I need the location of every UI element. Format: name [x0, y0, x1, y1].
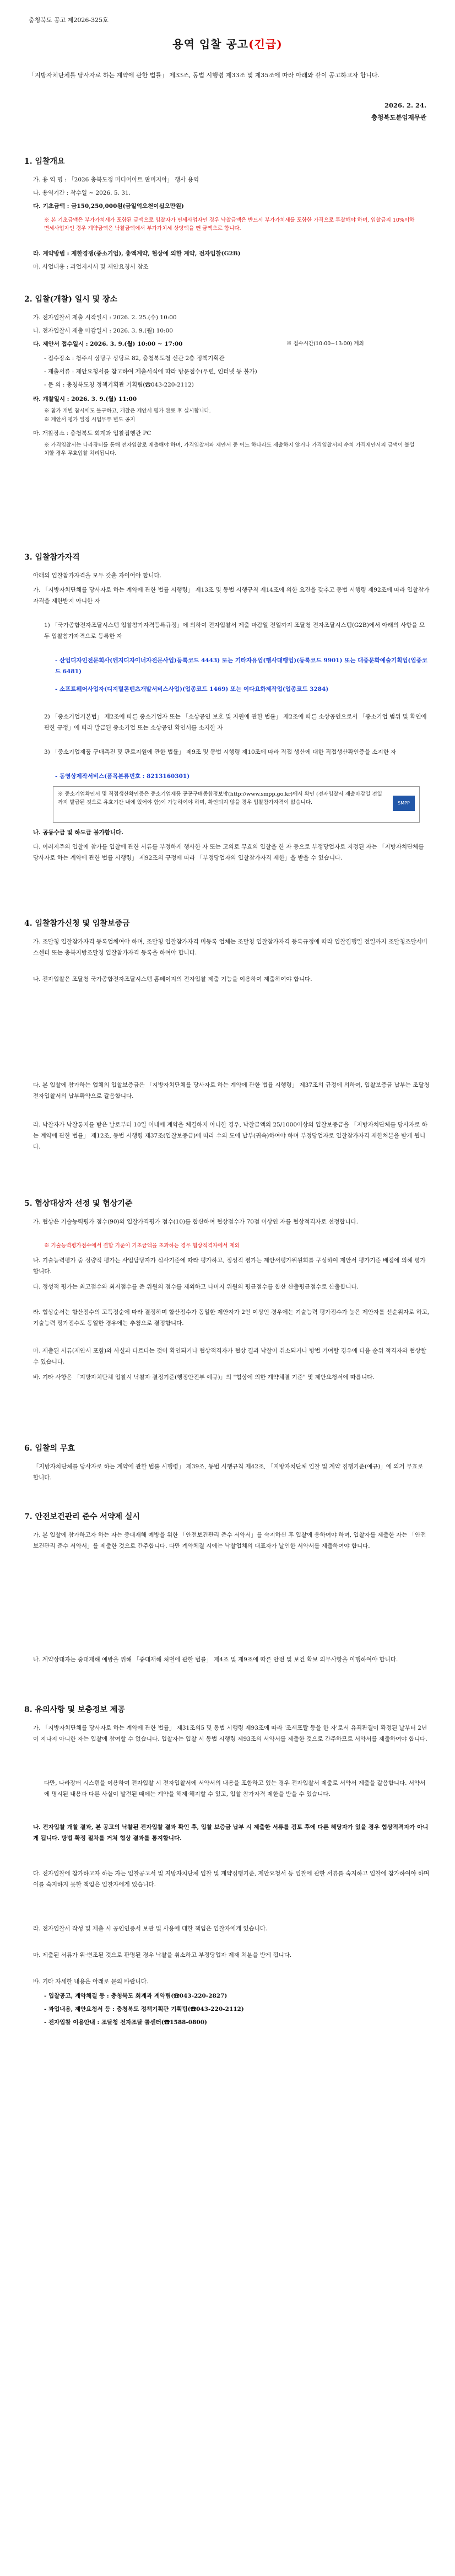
section-heading-negotiation: 5. 협상대상자 선정 및 협상기준: [24, 1199, 133, 1208]
s2-note: ※ 참가 개별 참시에도 불구하고, 개찰은 제안서 평가 완료 후 실시합니다.: [44, 408, 211, 414]
page-title: [0, 35, 455, 51]
s5-line: 마. 제출된 서류(제안서 포함)와 사실과 다르다는 것이 확인되거나 협상적격자가 협상 결과 낙찰이 취소되거나 방법 기여할 경우에 다음 순위 적격자와 협상할 수 있습니다.: [33, 1348, 426, 1365]
s4-line: 다. 본 입찰에 참가하는 업체의 입찰보증금은 「지방자치단체를 당사자로 하는 계약에 관한 법률 시행령」 제37조의 규정에 의하여, 입찰보증금 납부는 조달청 전자입찰서의 납부확약으로 갈음합니다.: [33, 1082, 430, 1099]
s7-line: 가. 본 입찰에 참가하고자 하는 자는 중대재해 예방을 위한 「안전보건관리 준수 서약서」를 숙지하신 후 입찰에 응하여야 하며, 입찰자를 제출한 자는 「안전보건관리 준수 서약서」를 제출한 것으로 간주합니다. 다만 계약체결 시에는 낙찰업체의 대표자가 날인한 서약서를 제출하여야 합니다.: [33, 1532, 426, 1549]
s5-note: ※ 기술능력평가점수에서 결합 기준이 기초금액을 초과하는 경우 협상적격자에서 제외: [44, 1243, 240, 1249]
s3-line: 다. 이러지주의 입찰에 참가를 입찰에 관한 서류를 부정하게 행사한 자 또는 고의로 무효의 입찰을 한 자 등으로 부정당업자로 지정된 자는 「지방자치단체를 당사자로 하는 계약에 관한 법률 시행령」 제92조의 규정에 따라 「부정당업자의 입찰참가자격 제한」을 받을 수 있습니다.: [33, 844, 424, 861]
s1-note: ※ 본 기초금액은 부가가치세가 포함된 금액으로 입찰자가 면세사업자인 경우 낙찰금액은 반드시 부가가치세를 포함한 가격으로 투찰해야 하며, 입찰금의 10%이하 면세사업자인 경우 계약금액은 낙찰금액에서 부가가치세 상당액을 뺀 금액으로 합니다.: [44, 217, 415, 232]
s2-note: ※ 제안서 평가 일정 시업무부 별도 공지: [44, 417, 136, 423]
s3-line: 가. 「지방자치단체를 당사자로 하는 계약에 관한 법률 시행령」 제13조 및 동법 시행규칙 제14조에 의한 요건을 갖추고 동법 시행령 제92조에 따라 입찰참가자격을 제한받지 아니한 자: [33, 587, 430, 604]
section-heading-application: 4. 입찰참가신청 및 입찰보증금: [24, 919, 130, 928]
s2-note: ※ 가격입찰서는 나라장터를 통해 전자입찰로 제출해야 하며, 가격입찰서와 제안서 중 어느 하나라도 제출하지 않거나 가격입찰서의 수치 가격제안서의 금액이 불일치할 경우 무효입찰 처리됩니다.: [44, 442, 415, 457]
s8-line: 나. 전자입찰 개찰 결과, 본 공고의 낙찰된 전자입찰 결과 확인 후, 입찰 보증금 납부 시 제출한 서류를 검토 후에 다른 해당자가 있을 경우 협상적격자가 아니게 됩니다. 방법 확정 절차를 거쳐 협상 결과를 통지합니다.: [33, 1824, 429, 1842]
s4-line: 가. 조달청 입찰참가자격 등록업체여야 하며, 조달청 입찰참가자격 미등록 업체는 조달청 입찰참가자격 등록규정에 따라 입찰집행일 전일까지 조달청조달서비스센터 또는 충북지방조달청 입찰참가자격 등록을 하여야 합니다.: [33, 938, 428, 956]
contact-contract: - 입찰공고, 계약체결 등 : 충청북도 회계과 계약팀(☎043-220-2827): [44, 1993, 228, 1999]
section-heading-notes: 8. 유의사항 및 보충정보 제공: [24, 1705, 125, 1714]
s3-line: - 동영상제작서비스(품목분류번호 : 8213160301): [55, 773, 190, 780]
contract-method: 라. 계약방법 : 제한경쟁(중소기업), 총액계약, 협상에 의한 계약, 전자입찰(G2B): [33, 250, 241, 257]
s2-line: - 제출서류 : 제안요청서를 참고하여 제출서식에 따라 방문접수(우편, 인터넷 등 불가): [44, 368, 257, 375]
s8-line: 다. 전자입찰에 참가하고자 하는 자는 입찰공고서 및 지방자치단체 입찰 및 계약집행기준, 제안요청서 등 입찰에 관한 서류를 숙지하고 입찰에 참가하여야 하며 이를 숙지하지 못한 책임은 입찰자에게 있습니다.: [33, 1870, 430, 1888]
s8-line: 다만, 나라장터 시스템을 이용하여 전자입찰 시 전자입찰서에 서약서의 내용을 포함하고 있는 경우 전자입찰서 제출로 서약서 제출을 갈음합니다. 서약서에 명시된 내용과 다른 사실이 발견된 때에는 계약을 해제·해지할 수 있고, 입찰 참가자격 제한을 받을 수 있습니다.: [44, 1780, 426, 1797]
s7-line: 나. 계약상대자는 중대재해 예방을 위해 「중대재해 처벌에 관한 법률」 제4조 및 제9조에 따른 안전 및 보건 확보 의무사항을 이행하여야 합니다.: [33, 1656, 398, 1663]
doc-number: 충청북도 공고 제2026-325호: [29, 17, 109, 24]
s1-line: 나. 용역기간 : 착수일 ~ 2026. 5. 31.: [33, 190, 131, 196]
s4-line: 라. 낙찰자가 낙찰통지를 받은 날로부터 10일 이내에 계약을 체결하지 아니한 경우, 낙찰금액의 25/1000이상의 입찰보증금을 「지방자치단체를 당사자로 하는 계약에 관한 법률」 제12조, 동법 시행령 제37조(입찰보증금)에 따라 수의 도에 납부(귀속)하여야 하며 부정당업자로 입찰참가자격 제한처분을 받게 됩니다.: [33, 1121, 427, 1150]
s2-line: 가. 전자입찰서 제출 시작일시 : 2026. 2. 25.(수) 10:00: [33, 314, 177, 321]
s1-line: 다. 기초금액 : 금150,250,000원(금일억오천이십오만원): [33, 203, 184, 210]
s2-line: - 접수장소 : 청주시 상당구 상당로 82, 충청북도청 신관 2층 정책기획관: [44, 355, 225, 362]
section-heading-invalid: 6. 입찰의 무효: [24, 1444, 75, 1453]
s3-line: 1) 「국가종합전자조달시스템 입찰참가자격등록규정」에 의하여 전자입찰서 제출 마감일 전일까지 조달청 전자조달시스템(G2B)에서 아래의 사항을 모두 입찰참가자격으로 등록한 자: [44, 622, 425, 640]
s5-line: 라. 협상순서는 합산점수의 고득점순에 따라 결정하며 합산점수가 동일한 제안자가 2인 이상인 경우에는 기술능력 평가점수가 높은 제안자를 선순위자로 하고, 기술능력 평가점수도 동일한 경우에는 추첨으로 결정합니다.: [33, 1309, 430, 1327]
contact-task: - 과업내용, 제안요청서 등 : 충청북도 정책기획관 기획팀(☎043-220-2112): [44, 2006, 244, 2012]
title-urgent-tag: (긴급): [248, 37, 283, 51]
issuer-name: 충청북도분임재무관: [371, 114, 426, 121]
s1-line: [33, 248, 430, 259]
sme-note-box: [53, 786, 420, 823]
section-heading-schedule: 2. 입찰(개찰) 일시 및 장소: [24, 295, 118, 304]
s3-line: 3) 「중소기업제품 구매촉진 및 판로지원에 관한 법률」 제9조 및 동법 시행령 제10조에 따라 직접 생산에 대한 직접생산확인증을 소지한 자: [44, 749, 397, 755]
s3-line: 2) 「중소기업기본법」 제2조에 따른 중소기업자 또는 「소상공인 보호 및 지원에 관한 법률」 제2조에 따른 소상공인으로서 「중소기업 범위 및 확인에 관한 규정」에 따라 발급된 중소기업 또는 소상공인 확인서를 소지한 자: [44, 713, 427, 731]
sme-note-text: ※ 중소기업확인서 및 직접생산확인증은 중소기업제품 공공구매종합정보망(http://www.smpp.go.kr)에서 확인 (전자입찰서 제출마감일 전일까지 발급된 것으로 유효기간 내에 있어야 함)이 가능하여야 하며, 확인되지 않을 경우 입찰참가자격이 없습니다.: [58, 791, 382, 806]
s5-line: 다. 정성적 평가는 최고점수와 최저점수를 준 위원의 점수를 제외하고 나머지 위원의 평균점수를 합산 산출평균점수로 산출합니다.: [33, 1284, 359, 1290]
s2-line: - 문 의 : 충청북도청 정책기획관 기획팀(☎043-220-2112): [44, 382, 194, 388]
title-main: 용역 입찰 공고: [172, 37, 249, 51]
section-heading-safety: 7. 안전보건관리 준수 서약제 실시: [24, 1512, 140, 1521]
s5-line: 가. 협상은 기술능력평가 점수(90)와 입찰가격평가 점수(10)를 합산하여 협상점수가 70점 이상인 자를 협상적격자로 선정합니다.: [33, 1219, 359, 1225]
s3-line: 아래의 입찰참가자격을 모두 갖춘 자이어야 합니다.: [33, 572, 162, 579]
s1-line: 가. 용 역 명 : 「2026 충북도정 미디어아트 판미지아」 행사 용역: [33, 176, 199, 183]
s2-line: 라. 개찰일시 : 2026. 3. 9.(월) 11:00: [33, 396, 137, 402]
s3-line: - 산업디자인전문회사(엔지디자이너자전문사업)등록코드 4443) 또는 기타자유업(행사대행업)(등록코드 9901) 또는 대중문화예술기획업(업종코드 6481): [55, 657, 427, 675]
intro-text: 「지방자치단체를 당사자로 하는 계약에 관한 법률」 제33조, 동법 시행령 제33조 및 제35조에 따라 아래와 같이 공고하고자 합니다.: [29, 72, 380, 79]
s8-line: 바. 기타 자세한 내용은 아래로 문의 바랍니다.: [33, 1978, 149, 1985]
s8-line: 라. 전자입찰서 작성 및 제출 시 공인인증서 보관 및 사용에 대한 책임은 입찰자에게 있습니다.: [33, 1925, 268, 1932]
s5-line: 나. 기술능력평가 중 정량적 평가는 사업담당자가 심사기준에 따라 평가하고, 정성적 평가는 제안서평가위원회를 구성하여 제안서 평가기준 배점에 의해 평가합니다.: [33, 1257, 426, 1275]
section-heading-overview: 1. 입찰개요: [24, 157, 65, 166]
s2-note: ※ 접수시간(10:00~13:00) 제외: [286, 341, 364, 347]
smpp-logo: SMPP: [393, 796, 415, 811]
s2-line: 다. 제안서 접수일시 : 2026. 3. 9.(월) 10:00 ~ 17:00: [33, 341, 183, 347]
issue-date: 2026. 2. 24.: [384, 101, 426, 109]
s2-line: 나. 전자입찰서 제출 마감일시 : 2026. 3. 9.(월) 10:00: [33, 328, 173, 334]
issue-block: [371, 99, 426, 124]
s8-line: 가. 「지방자치단체를 당사자로 하는 계약에 관한 법률」 제31조의5 및 동법 시행령 제93조에 따라 '조세포탈 등을 한 자'로서 유죄판결이 확정된 날부터 2년이 지나지 아니한 자는 입찰에 참여할 수 없습니다. 입찰자는 입찰 시 동법 시행령 제93조의 서약서를 제출한 것으로 간주하므로 서약서를 제출하여야 합니다.: [33, 1725, 427, 1742]
s8-line: 마. 제출된 서류가 위·변조된 것으로 판명된 경우 낙찰을 취소하고 부정당업자 제재 처분을 받게 됩니다.: [33, 1952, 292, 1958]
s2-line: 마. 개찰장소 : 충청북도 회계과 입찰집행관 PC: [33, 430, 151, 437]
s3-line: - 소프트웨어사업자(디지털콘텐츠개발서비스사업)(업종코드 1469) 또는 이다요화제작업(업종코드 3284): [55, 686, 329, 693]
section-heading-eligibility: 3. 입찰참가자격: [24, 553, 80, 562]
s6-line: 「지방자치단체를 당사자로 하는 계약에 관한 법률 시행령」 제39조, 동법 시행규칙 제42조, 「지방자치단체 입찰 및 계약 집행기준(예규)」에 의거 무효로 합니다.: [33, 1463, 424, 1481]
contact-e-bid: - 전자입찰 이용안내 : 조달청 전자조달 콜센터(☎1588-0800): [44, 2019, 207, 2026]
s3-line: 나. 공동수급 및 하도급 불가합니다.: [33, 829, 123, 836]
s5-line: 바. 기타 사항은 「지방자치단체 입찰시 낙찰자 결정기준(행정안전부 예규)」의 "협상에 의한 계약체결 기준" 및 제안요청서에 따릅니다.: [33, 1374, 375, 1381]
s1-line: 마. 사업내용 : 과업지시서 및 제안요청서 참조: [33, 264, 149, 270]
s4-line: 나. 전자입찰은 조달청 국가종합전자조달시스템 홈페이지의 전자입찰 제출 기능을 이용하여 제출하여야 합니다.: [33, 976, 312, 983]
